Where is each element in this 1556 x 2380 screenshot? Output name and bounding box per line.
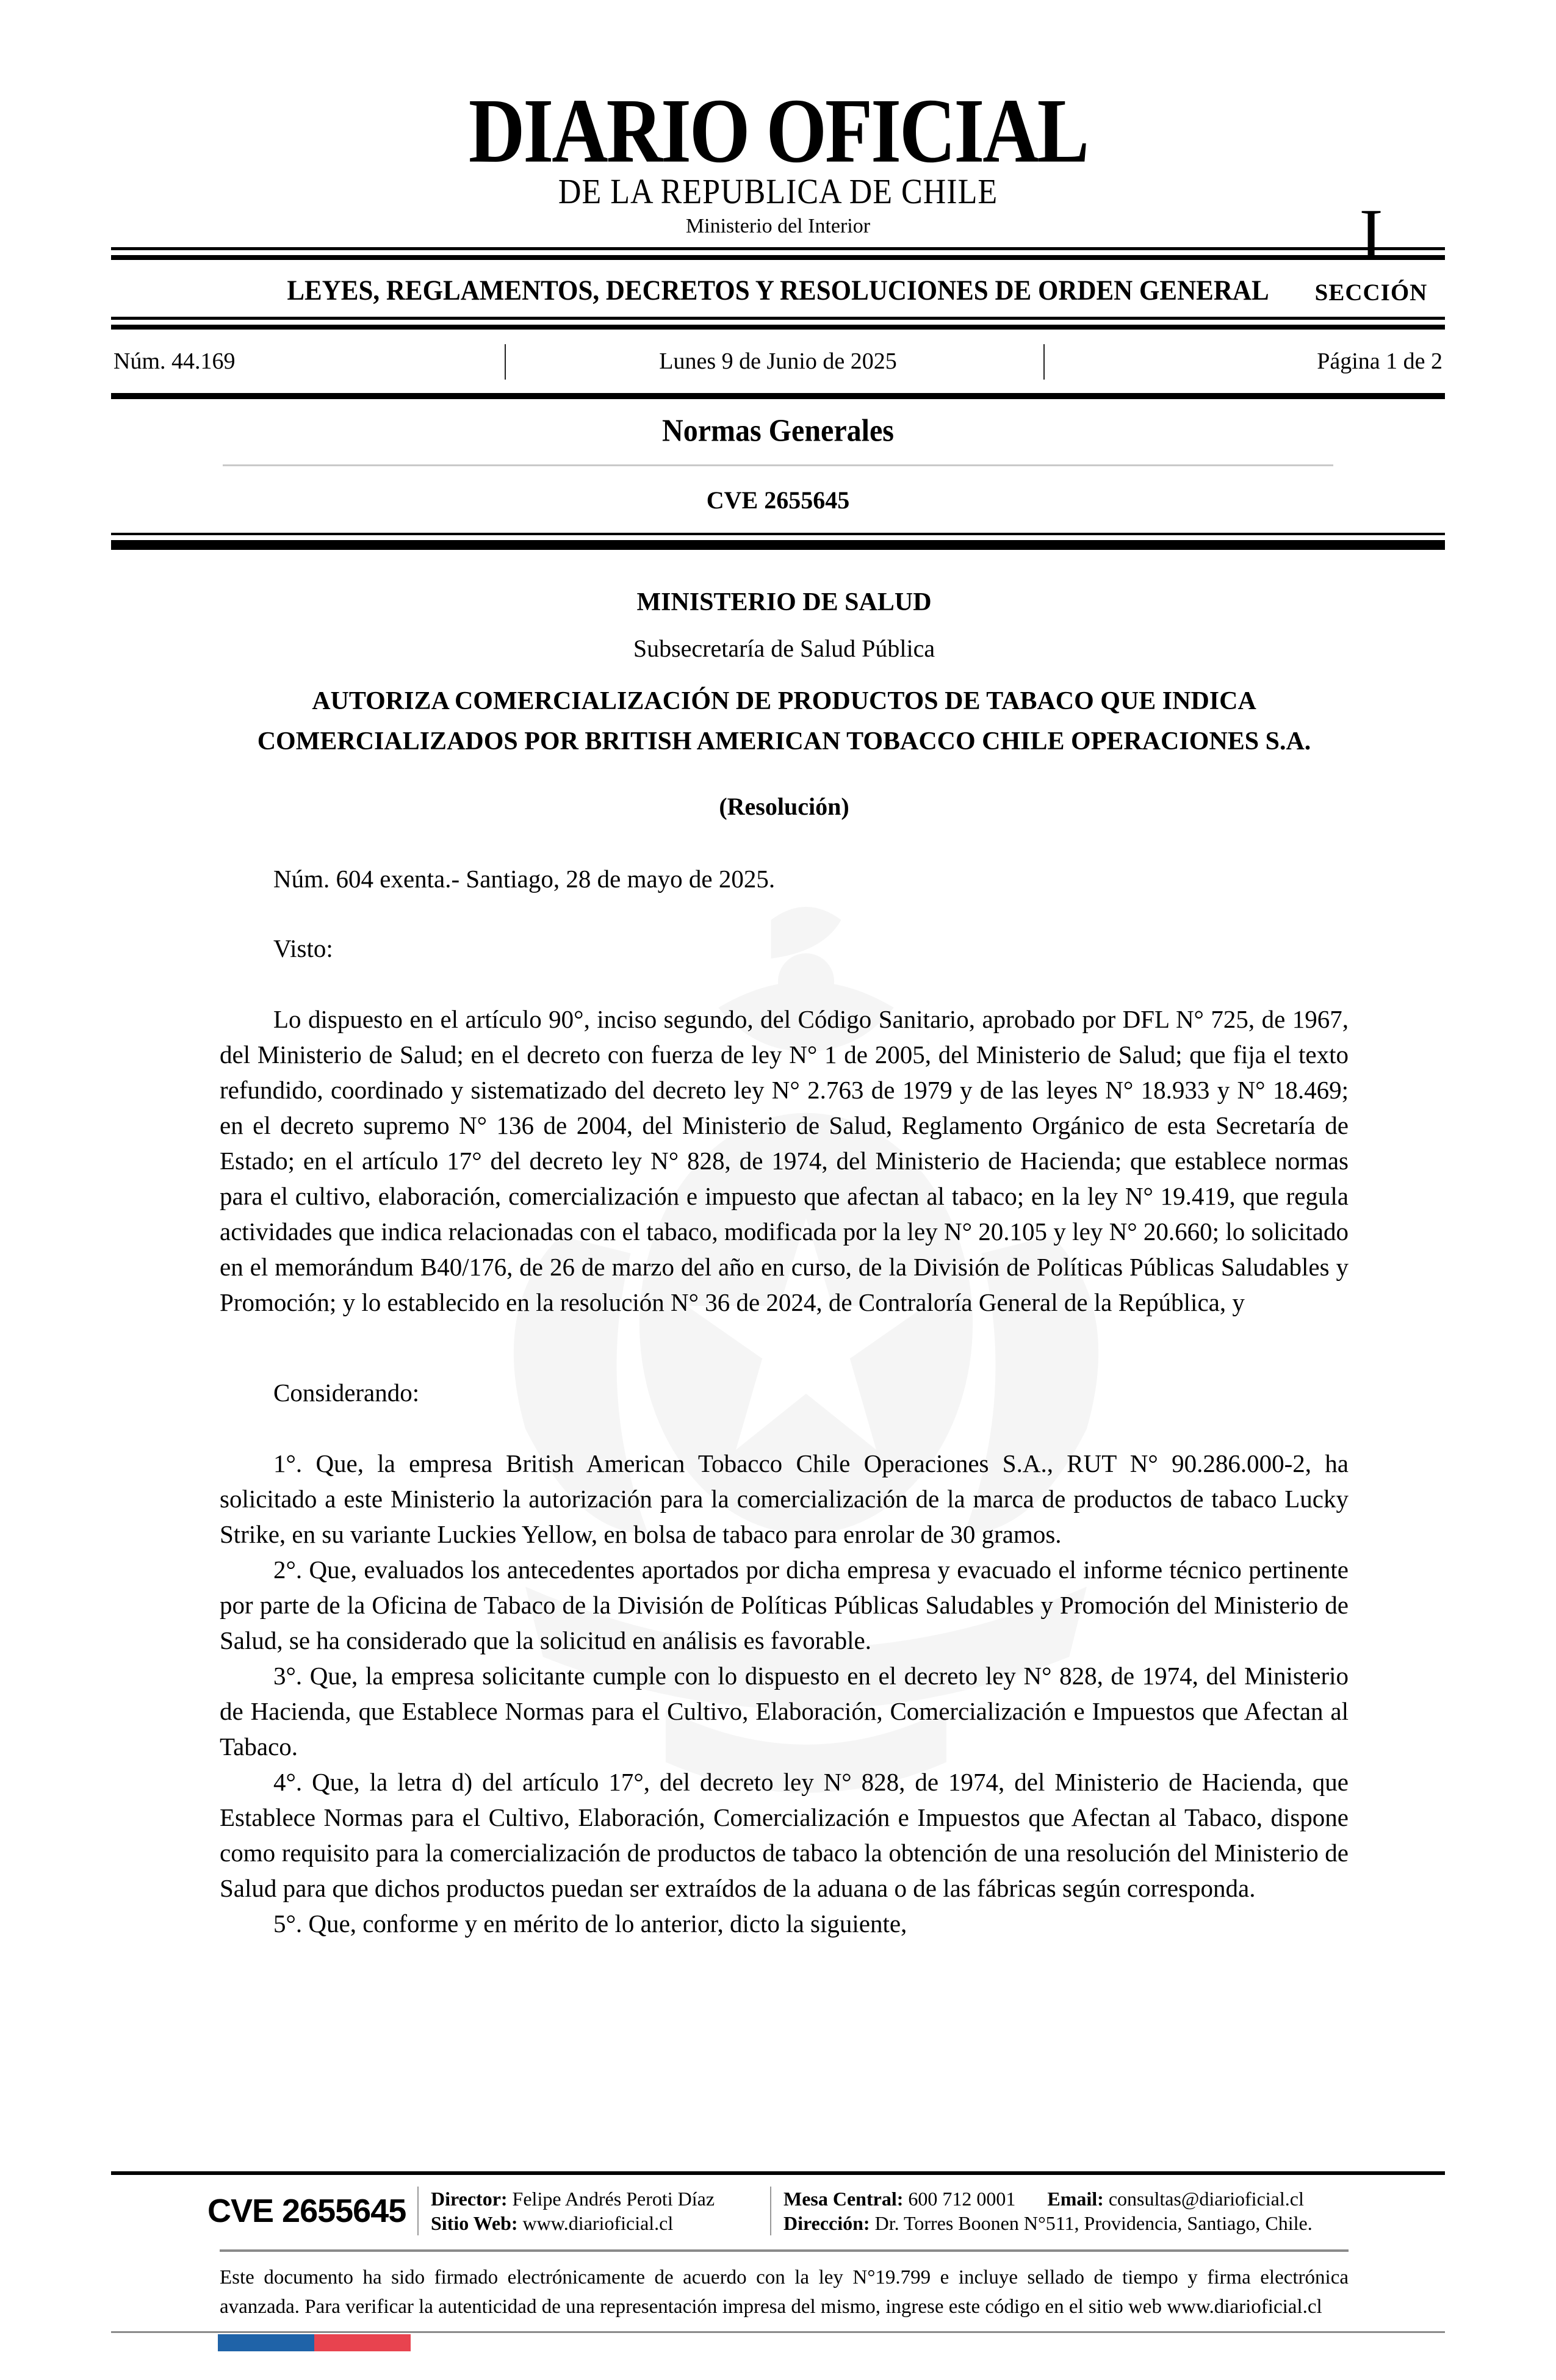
section-label: SECCIÓN bbox=[1314, 279, 1428, 306]
director-name: Felipe Andrés Peroti Díaz bbox=[512, 2188, 715, 2210]
footer-director-line bbox=[431, 2187, 770, 2211]
signature-disclaimer: Este documento ha sido firmado electrónicamente de acuerdo con la ley N°19.799 e incluye sellado de tiempo y firma electrónica avanzada. Para verificar la autenticidad de una representación impresa del mismo, ingrese este código en el sitio web www.diarioficial.cl bbox=[220, 2266, 1349, 2318]
visto-label: Visto: bbox=[273, 934, 333, 963]
footer-contact-block bbox=[770, 2187, 1445, 2235]
document-subsecretariat: Subsecretaría de Salud Pública bbox=[633, 635, 935, 663]
section-number: I bbox=[1359, 194, 1383, 274]
resolution-number-line: Núm. 604 exenta.- Santiago, 28 de mayo de 2025. bbox=[273, 865, 776, 893]
footer-director-block bbox=[417, 2187, 770, 2235]
light-divider bbox=[223, 464, 1333, 466]
consideration-paragraph: 1°. Que, la empresa British American Tobacco Chile Operaciones S.A., RUT N° 90.286.000-2, ha solicitado a este Ministerio la autorización para la comercialización de la marca de productos de tabaco Lucky Strike, en su variante Luckies Yellow, en bolsa de tabaco para enrolar de 30 gramos. bbox=[220, 1449, 1349, 1549]
fat-rule bbox=[111, 540, 1445, 550]
consideration-paragraph: 2°. Que, evaluados los antecedentes aportados por dicha empresa y evacuado el informe técnico pertinente por parte de la Oficina de Tabaco de la División de Políticas Públicas Saludables y Promoción del Ministerio de Salud, se ha considerado que la solicitud en análisis es favorable. bbox=[220, 1556, 1349, 1655]
email-label: Email: bbox=[1047, 2188, 1104, 2210]
consideration-paragraph: 4°. Que, la letra d) del artículo 17°, del decreto ley N° 828, de 1974, del Ministerio de Hacienda, que Establece Normas para el Cultivo, Elaboración, Comercialización e Impuestos que Afectan al Tabaco, dispone como requisito para la comercialización de productos de tabaco la obtención de una resolución del Ministerio de Salud para que dichos productos puedan ser extraídos de la aduana o de las fábricas según corresponda. bbox=[220, 1768, 1349, 1903]
footer-info-row bbox=[111, 2185, 1445, 2237]
meta-row bbox=[111, 344, 1445, 381]
meta-separator bbox=[505, 344, 506, 380]
masthead-subtitle: DE LA REPUBLICA DE CHILE bbox=[558, 173, 998, 212]
document-type: (Resolución) bbox=[719, 793, 849, 821]
director-label: Director: bbox=[431, 2188, 508, 2210]
thick-rule bbox=[111, 393, 1445, 399]
cve-code: CVE 2655645 bbox=[706, 486, 850, 514]
address-value: Dr. Torres Boonen N°511, Providencia, Santiago, Chile. bbox=[874, 2212, 1313, 2234]
footer-address-line bbox=[783, 2211, 1445, 2235]
flag-blue-segment bbox=[218, 2334, 314, 2351]
issue-date: Lunes 9 de Junio de 2025 bbox=[659, 348, 897, 375]
visto-paragraph: Lo dispuesto en el artículo 90°, inciso segundo, del Código Sanitario, aprobado por DFL N° 725, de 1967, del Ministerio de Salud; en el decreto con fuerza de ley N° 1 de 2005, del Ministerio de Salud; que fija el texto refundido, coordinado y sistematizado del decreto ley N° 2.763 de 1979 y de las leyes N° 18.933 y N° 18.469; en el decreto supremo N° 136 de 2004, del Ministerio de Salud, Reglamento Orgánico de esta Secretaría de Estado; en el artículo 17° del decreto ley N° 828, de 1974, del Ministerio de Hacienda; que establece normas para el cultivo, elaboración, comercialización e impuesto que afectan al tabaco; en la ley N° 19.419, que regula actividades que indica relacionadas con el tabaco, modificada por la ley N° 20.105 y ley N° 20.660; lo solicitado en el memorándum B40/176, de 26 de marzo del año en curso, de la División de Políticas Públicas Saludables y Promoción; y lo establecido en la resolución N° 36 de 2024, de Contraloría General de la República, y bbox=[220, 1005, 1349, 1317]
consideration-paragraph: 5°. Que, conforme y en mérito de lo anterior, dicto la siguiente, bbox=[273, 1909, 907, 1938]
footer-website-line bbox=[431, 2211, 770, 2235]
issue-number: Núm. 44.169 bbox=[113, 348, 236, 375]
meta-separator bbox=[1043, 344, 1045, 380]
page-indicator: Página 1 de 2 bbox=[1317, 348, 1443, 375]
website-label: Sitio Web: bbox=[431, 2212, 518, 2234]
section-title: Normas Generales bbox=[662, 413, 894, 449]
masthead-title: DIARIO OFICIAL bbox=[468, 79, 1088, 182]
phone-label: Mesa Central: bbox=[783, 2188, 904, 2210]
flag-red-segment bbox=[314, 2334, 411, 2351]
masthead-ministry: Ministerio del Interior bbox=[685, 214, 871, 237]
document-title: AUTORIZA COMERCIALIZACIÓN DE PRODUCTOS DE TABACO QUE INDICA COMERCIALIZADOS POR BRITISH AMERICAN TOBACCO CHILE OPERACIONES S.A. bbox=[257, 687, 1311, 756]
phone-number: 600 712 0001 bbox=[908, 2188, 1016, 2210]
email-address: consultas@diarioficial.cl bbox=[1108, 2188, 1304, 2210]
thin-rule bbox=[111, 533, 1445, 535]
document-ministry: MINISTERIO DE SALUD bbox=[636, 588, 932, 617]
double-rule-top bbox=[111, 247, 1445, 260]
footer-cve-code: CVE 2655645 bbox=[207, 2193, 406, 2229]
resolution-document bbox=[220, 588, 1349, 1941]
footer-phone-email-line bbox=[783, 2187, 1445, 2211]
consideration-paragraph: 3°. Que, la empresa solicitante cumple con lo dispuesto en el decreto ley N° 828, de 1974, del Ministerio de Hacienda, que Establece Normas para el Cultivo, Elaboración, Comercialización e Impuestos que Afectan al Tabaco. bbox=[220, 1662, 1349, 1761]
chile-flag-mark bbox=[218, 2334, 411, 2351]
footer-top-rule bbox=[111, 2171, 1445, 2175]
banner-heading: LEYES, REGLAMENTOS, DECRETOS Y RESOLUCIONES DE ORDEN GENERAL bbox=[287, 275, 1269, 307]
footer-bottom-rule bbox=[111, 2331, 1445, 2333]
considerando-label: Considerando: bbox=[273, 1379, 420, 1407]
footer-gray-rule bbox=[220, 2249, 1349, 2252]
address-label: Dirección: bbox=[783, 2212, 870, 2234]
website-url: www.diarioficial.cl bbox=[522, 2212, 674, 2234]
double-rule-banner bbox=[111, 317, 1445, 330]
page-footer bbox=[0, 2171, 1556, 2351]
